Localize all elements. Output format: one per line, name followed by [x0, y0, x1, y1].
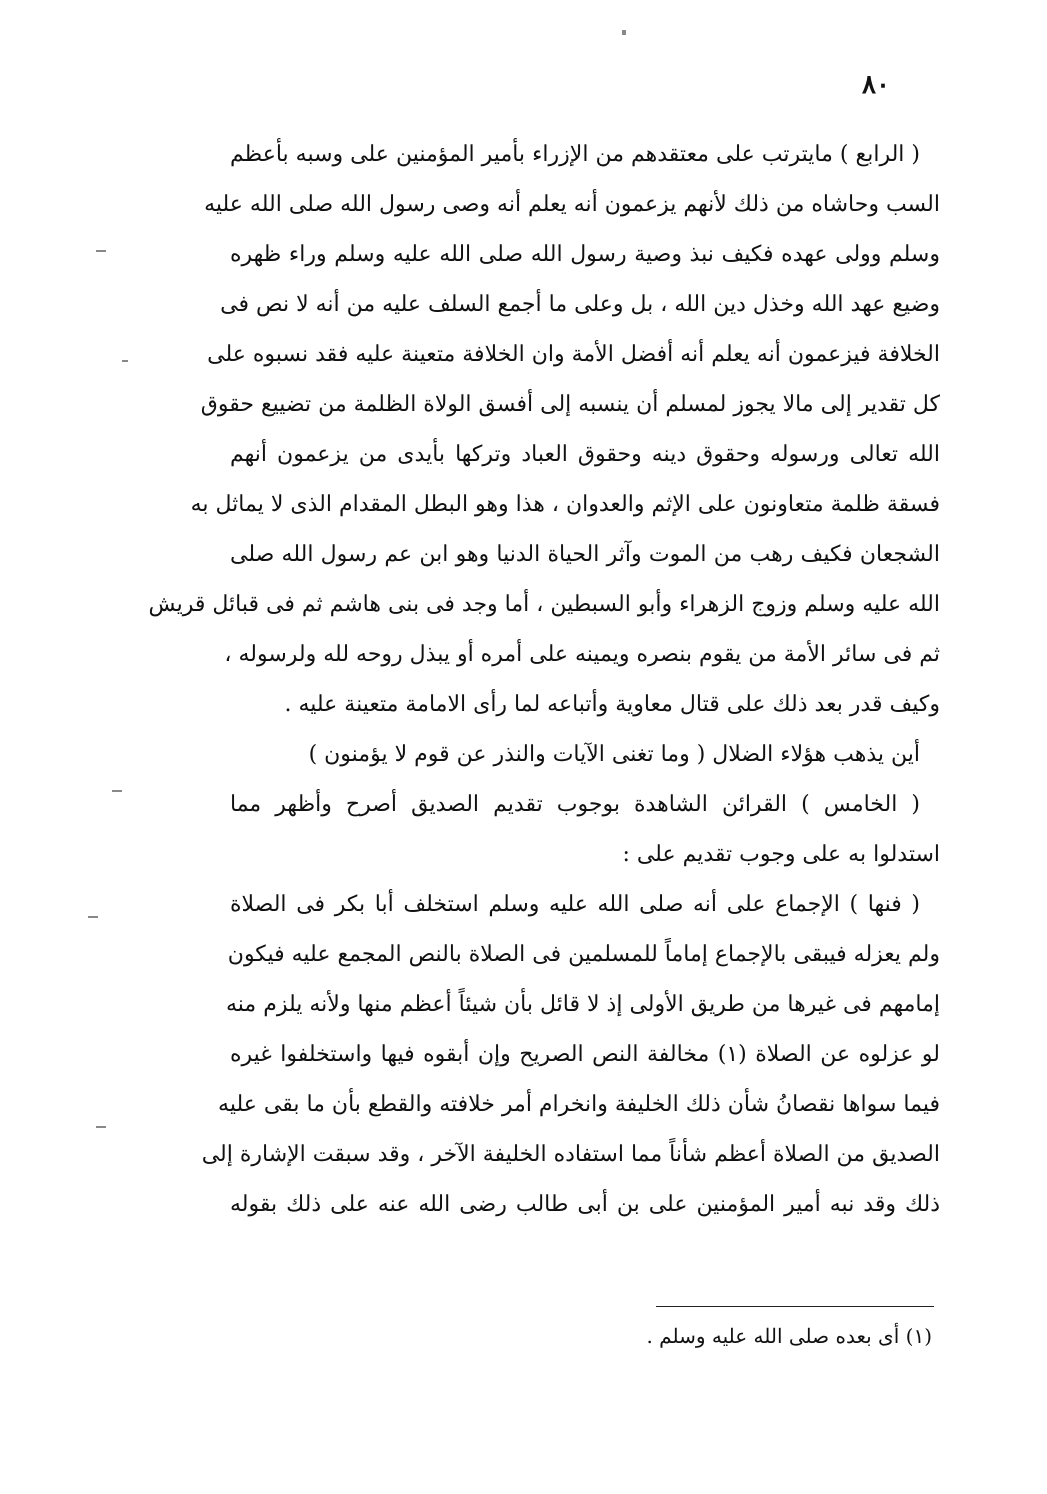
- text-line: ذلك وقد نبه أمير المؤمنين على بن أبى طالب رضى الله عنه على ذلك بقوله: [230, 1192, 940, 1217]
- footnote: (١) أى بعده صلى الله عليه وسلم .: [646, 1324, 932, 1348]
- text-line: ( فنها ) الإجماع على أنه صلى الله عليه وسلم استخلف أبا بكر فى الصلاة: [230, 892, 920, 917]
- text-line: ثم فى سائر الأمة من يقوم بنصره ويمينه على أمره أو يبذل روحه لله ولرسوله ،: [224, 642, 940, 667]
- text-line: استدلوا به على وجوب تقديم على :: [622, 842, 940, 867]
- text-line: ( الرابع ) مايترتب على معتقدهم من الإزراء بأمير المؤمنين على وسبه بأعظم: [230, 142, 920, 167]
- text-line: إمامهم فى غيرها من طريق الأولى إذ لا قائل بأن شيئاً أعظم منها ولأنه يلزم منه: [225, 992, 940, 1017]
- text-line: الله عليه وسلم وزوج الزهراء وأبو السبطين ، أما وجد فى بنى هاشم ثم فى قبائل قريش: [148, 592, 940, 617]
- text-line: وكيف قدر بعد ذلك على قتال معاوية وأتباعه لما رأى الامامة متعينة عليه .: [284, 692, 940, 717]
- text-line: وسلم وولى عهده فكيف نبذ وصية رسول الله صلى الله عليه وسلم وراء ظهره: [230, 242, 940, 267]
- text-line: أين يذهب هؤلاء الضلال ( وما تغنى الآيات والنذر عن قوم لا يؤمنون ): [308, 742, 920, 767]
- scan-speck: [96, 250, 106, 252]
- text-line: وضيع عهد الله وخذل دين الله ، بل وعلى ما أجمع السلف عليه من أنه لا نص فى: [220, 292, 940, 317]
- scan-speck: [622, 30, 626, 35]
- scan-speck: [88, 916, 98, 918]
- scan-speck: [96, 1126, 106, 1128]
- text-line: لو عزلوه عن الصلاة (١) مخالفة النص الصريح وإن أبقوه فيها واستخلفوا غيره: [230, 1042, 940, 1067]
- text-line: فيما سواها نقصانُ شأن ذلك الخليفة وانخرام أمر خلافته والقطع بأن ما بقى عليه: [218, 1092, 940, 1117]
- scan-speck: [112, 790, 122, 792]
- text-line: فسقة ظلمة متعاونون على الإثم والعدوان ، هذا وهو البطل المقدام الذى لا يماثل به: [190, 492, 940, 517]
- page-number: ٨٠: [862, 70, 890, 100]
- body-text: [148, 130, 940, 1230]
- text-line: الصديق من الصلاة أعظم شأناً مما استفاده الخليفة الآخر ، وقد سبقت الإشارة إلى: [201, 1142, 940, 1167]
- text-line: ( الخامس ) القرائن الشاهدة بوجوب تقديم الصديق أصرح وأظهر مما: [230, 792, 920, 817]
- text-line: ولم يعزله فيبقى بالإجماع إماماً للمسلمين فى الصلاة بالنص المجمع عليه فيكون: [227, 942, 940, 967]
- footnote-separator: [656, 1306, 934, 1307]
- text-line: الخلافة فيزعمون أنه يعلم أنه أفضل الأمة وان الخلافة متعينة عليه فقد نسبوه على: [207, 342, 940, 367]
- text-line: كل تقدير إلى مالا يجوز لمسلم أن ينسبه إلى أفسق الولاة الظلمة من تضييع حقوق: [200, 392, 940, 417]
- text-line: الشجعان فكيف رهب من الموت وآثر الحياة الدنيا وهو ابن عم رسول الله صلى: [230, 542, 940, 567]
- scan-speck: [122, 360, 128, 362]
- text-line: السب وحاشاه من ذلك لأنهم يزعمون أنه يعلم أنه وصى رسول الله صلى الله عليه: [204, 192, 940, 217]
- text-line: الله تعالى ورسوله وحقوق دينه وحقوق العباد وتركها بأيدى من يزعمون أنهم: [230, 442, 940, 467]
